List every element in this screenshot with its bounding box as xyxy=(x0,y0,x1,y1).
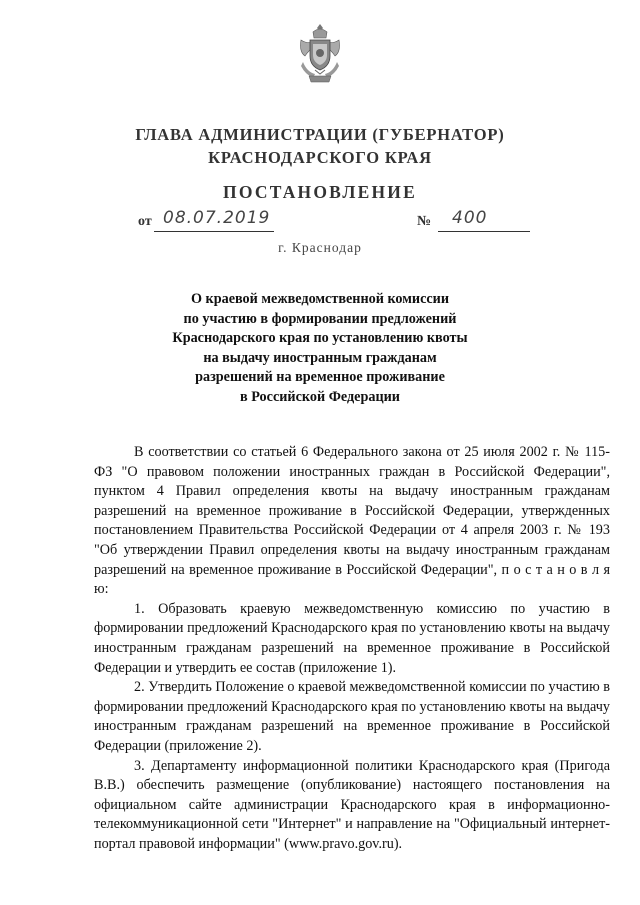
subject-line: Краснодарского края по установлению квоты xyxy=(172,330,468,346)
document-type-title: ПОСТАНОВЛЕНИЕ xyxy=(223,182,417,202)
issuer-title-line2: КРАСНОДАРСКОГО КРАЯ xyxy=(208,148,432,167)
issuer-title-line1: ГЛАВА АДМИНИСТРАЦИИ (ГУБЕРНАТОР) xyxy=(135,125,505,144)
number-prefix: № xyxy=(417,214,432,229)
body-paragraph-preamble: В соответствии со статьей 6 Федерального закона от 25 июля 2002 г. № 115-ФЗ "О правовом положении иностранных граждан в Российской Федерации", пунктом 4 Правил определения квоты на выдачу иностранным гражданам разрешений на временное проживание в Российской Федерации, утвержденных постановлением Правительства Российской Федерации от 4 апреля 2003 г. № 193 "Об утверждении Правил определения квоты на выдачу иностранным гражданам разрешений на временное проживание в Российской Федерации", п о с т а н о в л я ю: xyxy=(94,444,610,598)
number-handwritten: 400 xyxy=(452,208,488,228)
date-prefix: от xyxy=(138,214,152,229)
city-name: г. Краснодар xyxy=(278,240,362,255)
subject-line: по участию в формировании предложений xyxy=(183,310,457,327)
subject-line: О краевой межведомственной комиссии xyxy=(190,291,450,307)
subject-line: в Российской Федерации xyxy=(240,388,400,405)
date-number-line xyxy=(0,209,640,239)
date-handwritten: 08.07.2019 xyxy=(163,208,271,228)
body-paragraph-1: 1. Образовать краевую межведомственную комиссию по участию в формировании предложений Краснодарского края по установлению квоты на выдачу иностранным гражданам разрешений на временное проживание в Российской Федерации и утвердить ее состав (приложение 1). xyxy=(94,600,610,676)
subject-line: разрешений на временное проживание xyxy=(195,369,445,385)
body-paragraph-3: 3. Департаменту информационной политики Краснодарского края (Пригода В.В.) обеспечить размещение (опубликование) настоящего постановления на официальном сайте администрации Краснодарского края в информационно-телекоммуникационной сети "Интернет" и направление на "Официальный интернет-портал правовой информации" (www.pravo.gov.ru). xyxy=(94,757,610,852)
subject-line: на выдачу иностранным гражданам xyxy=(203,349,437,366)
document-body xyxy=(94,443,610,854)
coat-of-arms-emblem xyxy=(295,22,345,86)
body-paragraph-2: 2. Утвердить Положение о краевой межведомственной комиссии по участию в формировании предложений Краснодарского края по установлению квоты на выдачу иностранным гражданам разрешений на временное проживание в Российской Федерации (приложение 2). xyxy=(94,679,610,754)
document-subject xyxy=(150,290,490,407)
